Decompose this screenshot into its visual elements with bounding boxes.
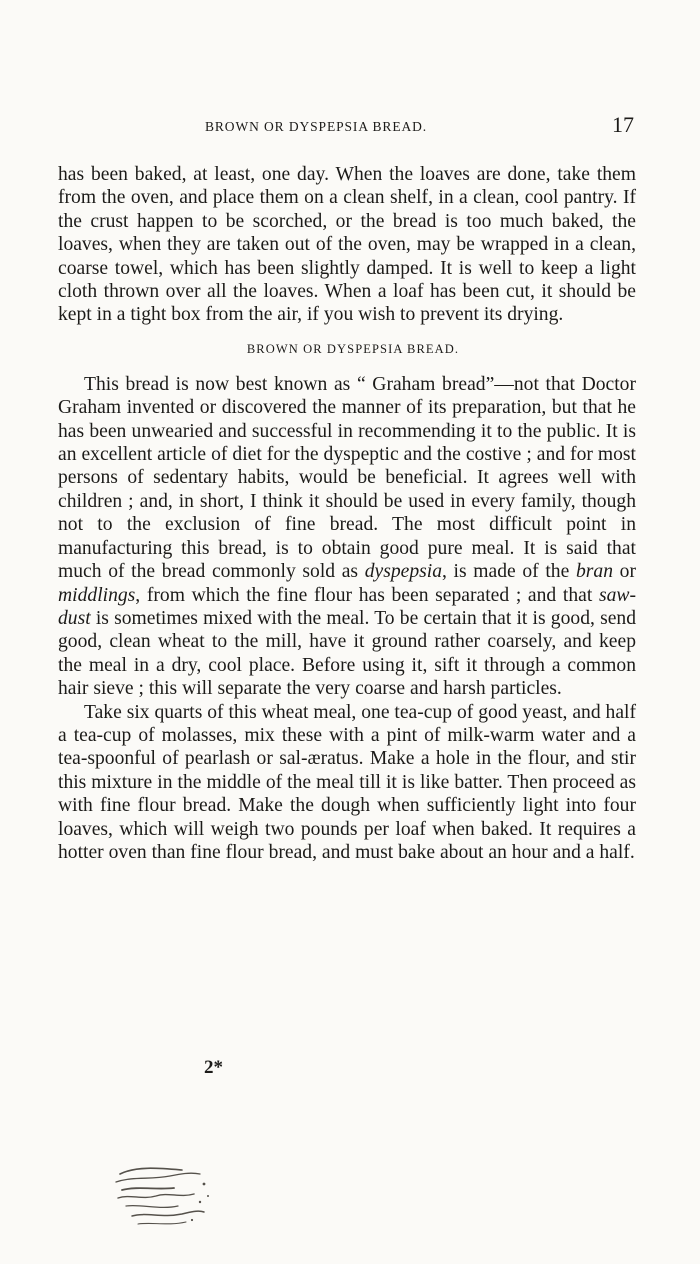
paragraph-text: This bread is now best known as “ Graham bread”—not that Doctor Graham invented or discovered the manner of its preparation, but that he has been unwearied and successful in recommending it to the public. It is an excellent article of diet for the dyspeptic and the costive ; and for most persons of sedentary habits, would be beneficial. It agrees well with children ; and, in short, I think it should be used in every family, though not to the exclusion of fine bread. The most difficult point in manufacturing this bread, is to obtain good pure meal. It is said that much of the bread commonly sold as bbox=[58, 373, 636, 583]
italic-term-dyspepsia: dyspepsia bbox=[364, 561, 442, 583]
paragraph-text: or bbox=[613, 561, 636, 583]
paragraph-text: is sometimes mixed with the meal. To be certain that it is good, send good, clean wheat to the mill, have it ground rather coarsely, and keep the meal in a dry, cool place. Before using it, sift it through a common hair sieve ; this will separate the very coarse and harsh particles. bbox=[58, 607, 636, 700]
page-number: 17 bbox=[612, 112, 634, 137]
italic-term-saw-dust: saw-dust bbox=[58, 584, 636, 629]
running-head: BROWN OR DYSPEPSIA BREAD. bbox=[205, 119, 428, 134]
signature-mark: 2* bbox=[204, 1057, 223, 1078]
ink-flourish-ornament-icon bbox=[112, 1160, 212, 1232]
paragraph-text: , from which the fine flour has been separated ; and that bbox=[135, 584, 599, 606]
paragraph-text: , is made of the bbox=[442, 561, 576, 583]
italic-term-bran: bran bbox=[575, 561, 613, 583]
section-title: BROWN OR DYSPEPSIA BREAD. bbox=[246, 341, 460, 356]
text-block bbox=[58, 163, 636, 864]
paragraph-recipe: Take six quarts of this wheat meal, one tea-cup of good yeast, and half a tea-cup of molasses, mix these with a pint of milk-warm water and a tea-spoonful of pearlash or sal-æratus. Make a hole in the flour, and stir this mixture in the middle of the meal till it is like batter. Then proceed as with fine flour bread. Make the dough when sufficiently light into four loaves, which will weigh two pounds per loaf when baked. It requires a hotter oven than fine flour bread, and must bake about an hour and a half. bbox=[58, 701, 636, 863]
italic-term-middlings: middlings bbox=[58, 584, 136, 606]
paragraph-graham-bread bbox=[58, 373, 636, 701]
continuation-paragraph: has been baked, at least, one day. When the loaves are done, take them from the oven, and place them on a clean shelf, in a clean, cool pantry. If the crust happen to be scorched, or the bread is too much baked, the loaves, when they are taken out of the oven, may be wrapped in a clean, coarse towel, which has been slightly damped. It is well to keep a light cloth thrown over all the loaves. When a loaf has been cut, it should be kept in a tight box from the air, if you wish to prevent its drying. bbox=[58, 164, 636, 326]
